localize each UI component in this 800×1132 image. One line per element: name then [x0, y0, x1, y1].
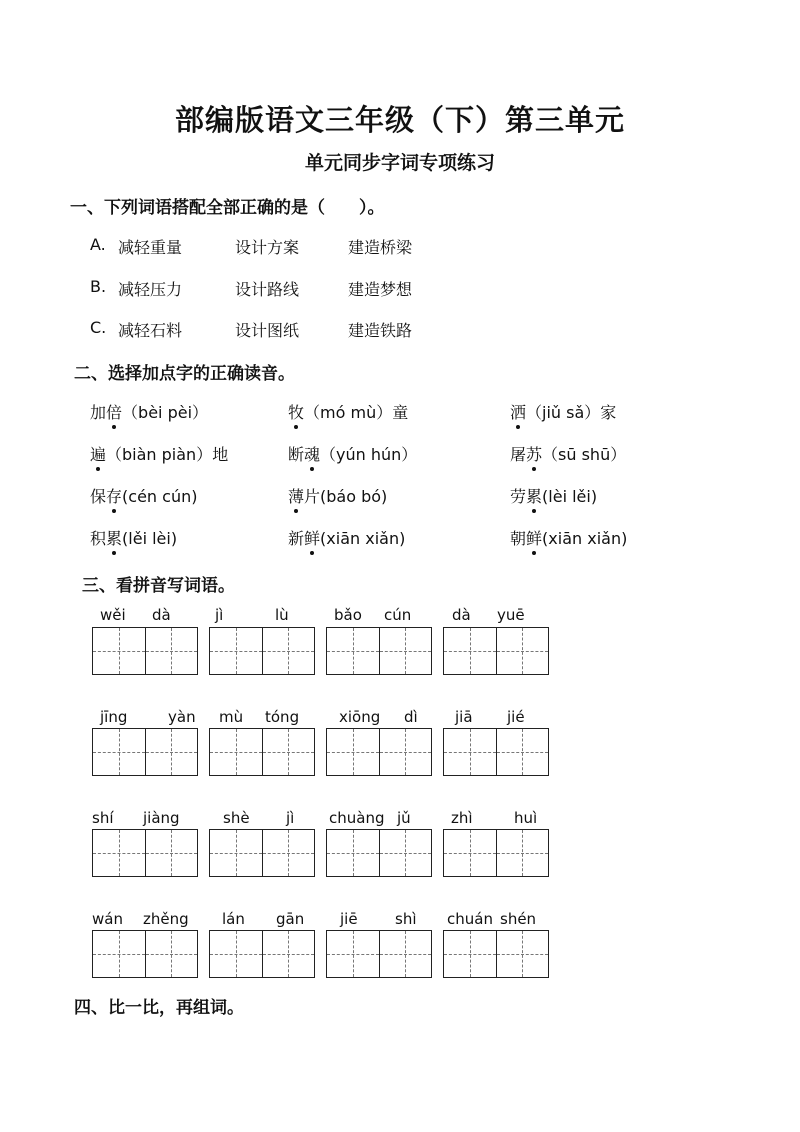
pinyin-label: dà [452, 606, 471, 624]
pinyin-question: 保存(cén cún) [90, 484, 197, 507]
writing-box[interactable] [326, 829, 432, 877]
pinyin-question: 积累(lěi lèi) [90, 526, 177, 549]
writing-box[interactable] [443, 829, 549, 877]
writing-box[interactable] [92, 728, 198, 776]
writing-box[interactable] [326, 627, 432, 675]
pinyin-question: 牧（mó mù）童 [288, 400, 408, 423]
pinyin-label: zhì [451, 809, 473, 827]
writing-box[interactable] [443, 930, 549, 978]
writing-box[interactable] [92, 930, 198, 978]
pinyin-label: shì [395, 910, 417, 928]
option-word: 减轻压力 [118, 280, 183, 299]
pinyin-label: lù [275, 606, 289, 624]
pinyin-question: 断魂（yún hún） [288, 442, 417, 465]
section-1-heading: 一、下列词语搭配全部正确的是（ ）。 [70, 198, 385, 218]
pinyin-label: jīng [100, 708, 128, 726]
pinyin-label: wěi [100, 606, 126, 624]
pinyin-question: 洒（jiǔ sǎ）家 [510, 400, 616, 423]
writing-box[interactable] [209, 930, 315, 978]
pinyin-label: zhěng [143, 910, 189, 928]
pinyin-label: shí [92, 809, 114, 827]
pinyin-label: jié [507, 708, 525, 726]
pinyin-label: yuē [497, 606, 525, 624]
pinyin-label: cún [384, 606, 412, 624]
pinyin-label: wán [92, 910, 123, 928]
pinyin-label: dì [404, 708, 418, 726]
pinyin-question: 薄片(báo bó) [288, 484, 387, 507]
pinyin-label: shén [500, 910, 537, 928]
pinyin-question: 遍（biàn piàn）地 [90, 442, 228, 465]
section-3-heading: 三、看拼音写词语。 [82, 576, 235, 596]
option-label: B. [90, 277, 107, 296]
page-subtitle: 单元同步字词专项练习 [304, 152, 495, 174]
pinyin-question: 屠苏（sū shū） [510, 442, 626, 465]
pinyin-label: chuàng [329, 809, 385, 827]
pinyin-label: jiā [455, 708, 473, 726]
pinyin-question: 新鲜(xiān xiǎn) [288, 526, 405, 549]
writing-box[interactable] [92, 829, 198, 877]
writing-box[interactable] [209, 728, 315, 776]
pinyin-label: yàn [168, 708, 196, 726]
writing-box[interactable] [209, 829, 315, 877]
writing-box[interactable] [326, 728, 432, 776]
pinyin-label: chuán [447, 910, 493, 928]
writing-box[interactable] [443, 627, 549, 675]
option-label: C. [90, 318, 107, 337]
option-word: 建造梦想 [348, 280, 413, 299]
pinyin-question: 朝鲜(xiān xiǎn) [510, 526, 627, 549]
pinyin-question: 劳累(lèi lěi) [510, 484, 597, 507]
writing-box[interactable] [92, 627, 198, 675]
option-word: 建造铁路 [348, 321, 413, 340]
pinyin-label: dà [152, 606, 171, 624]
option-word: 建造桥梁 [348, 238, 413, 257]
pinyin-label: mù [219, 708, 244, 726]
pinyin-label: jì [215, 606, 224, 624]
writing-box[interactable] [209, 627, 315, 675]
option-label: A. [90, 235, 106, 254]
option-word: 减轻石料 [118, 321, 183, 340]
option-c [90, 318, 510, 340]
option-word: 设计图纸 [235, 321, 300, 340]
pinyin-label: bǎo [334, 606, 362, 624]
pinyin-label: huì [514, 809, 538, 827]
option-word: 设计方案 [235, 238, 300, 257]
pinyin-label: jiàng [143, 809, 180, 827]
page-title: 部编版语文三年级（下）第三单元 [174, 103, 625, 137]
pinyin-label: xiōng [339, 708, 381, 726]
pinyin-label: jiē [340, 910, 358, 928]
pinyin-label: shè [223, 809, 250, 827]
section-4-heading: 四、比一比，再组词。 [74, 998, 244, 1018]
pinyin-label: jì [286, 809, 295, 827]
pinyin-label: jǔ [397, 809, 411, 827]
writing-box[interactable] [443, 728, 549, 776]
pinyin-label: lán [222, 910, 245, 928]
pinyin-label: tóng [265, 708, 300, 726]
section-2-heading: 二、选择加点字的正确读音。 [74, 364, 295, 384]
option-a [90, 235, 510, 257]
pinyin-label: gān [276, 910, 305, 928]
writing-box[interactable] [326, 930, 432, 978]
option-word: 减轻重量 [118, 238, 183, 257]
option-b [90, 277, 510, 299]
option-word: 设计路线 [235, 280, 300, 299]
pinyin-question: 加倍（bèi pèi） [90, 400, 208, 423]
